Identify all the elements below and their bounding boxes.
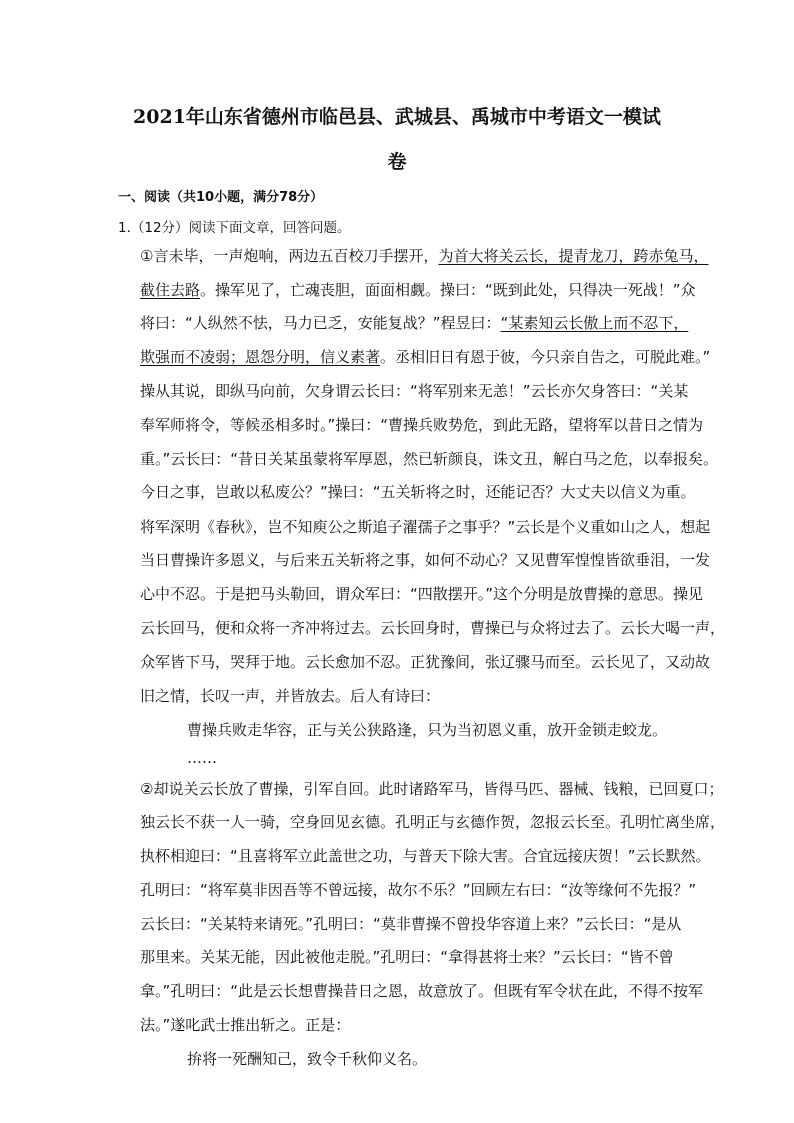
passage-line xyxy=(140,313,688,333)
ellipsis: …… xyxy=(187,749,217,767)
passage-line: 执杯相迎曰：“且喜将军立此盖世之功，与普天下除大害。合宜远接庆贺！”云长默然。 xyxy=(140,847,711,865)
passage-line: 独云长不获一人一骑，空身回见玄德。孔明正与玄德作贺，忽报云长至。孔明忙离坐席， xyxy=(140,813,726,831)
poem-line: 曹操兵败走华容，正与关公狭路逢，只为当初恩义重，放开金锁走蛟龙。 xyxy=(187,721,668,739)
passage-line: 众军皆下马，哭拜于地。云长愈加不忍。正犹豫间，张辽骤马而至。云长见了，又动故 xyxy=(140,653,711,671)
passage-line xyxy=(140,246,708,266)
passage-line xyxy=(140,347,710,367)
underlined-sentence: 截住去路 xyxy=(140,281,201,299)
text-span: 。丞相旧日有恩于彼，今只亲自告之，可脱此难。” xyxy=(380,348,711,366)
passage-line: 云长曰：“关某特来请死。”孔明曰：“莫非曹操不曾投华容道上来？”云长曰：“是从 xyxy=(140,915,682,933)
section-heading: 一、阅读（共10小题，满分78分） xyxy=(118,190,324,205)
poem-line: 拚将一死酬知己，致令千秋仰义名。 xyxy=(187,1050,428,1068)
underlined-sentence: 为首大将关云长，提青龙刀，跨赤兔马， xyxy=(438,247,709,265)
passage-line: 今日之事，岂敢以私废公？”操曰：“五关斩将之时，还能记否？大丈夫以信义为重。 xyxy=(140,483,696,501)
text-span: 。操军见了，亡魂丧胆，面面相觑。操曰：“既到此处，只得决一死战！”众 xyxy=(200,281,696,299)
text-span: ①言未毕，一声炮响，两边五百校刀手摆开， xyxy=(140,247,439,265)
question-header: 1.（12分）阅读下面文章，回答问题。 xyxy=(118,220,351,236)
underlined-sentence: “某素知云长傲上而不忍下， xyxy=(500,314,689,332)
passage-line: 旧之情，长叹一声，并皆放去。后人有诗曰： xyxy=(140,687,441,705)
passage-line xyxy=(140,280,696,300)
document-title-line-1: 2021年山东省德州市临邑县、武城县、禹城市中考语文一模试 xyxy=(133,106,661,128)
underlined-sentence: 欺强而不凌弱；恩怨分明，信义素著 xyxy=(140,348,381,366)
text-span: 将曰：“人纵然不怯，马力已乏，安能复战？”程昱曰： xyxy=(140,314,501,332)
passage-line: 奉军师将令，等候丞相多时。”操曰：“曹操兵败势危，到此无路，望将军以昔日之情为 xyxy=(140,416,704,434)
passage-line: 将军深明《春秋》，岂不知庾公之斯追子濯孺子之事乎？”云长是个义重如山之人，想起 xyxy=(140,518,711,536)
passage-line: 操从其说，即纵马向前，欠身谓云长曰：“将军别来无恙！”云长亦欠身答曰：“关某 xyxy=(140,382,689,400)
passage-line: 孔明曰：“将军莫非因吾等不曾远接，故尔不乐？”回顾左右曰：“汝等缘何不先报？” xyxy=(140,881,697,899)
passage-line: ②却说关云长放了曹操，引军自回。此时诸路军马，皆得马匹、器械、钱粮，已回夏口； xyxy=(140,780,724,798)
passage-line: 拿。”孔明曰：“此是云长想曹操昔日之恩，故意放了。但既有军令状在此，不得不按军 xyxy=(140,982,704,1000)
passage-line: 云长回马，便和众将一齐冲将过去。云长回身时，曹操已与众将过去了。云长大喝一声， xyxy=(140,619,726,637)
document-title-line-2: 卷 xyxy=(387,151,407,173)
passage-line: 法。”遂叱武士推出斩之。正是： xyxy=(140,1016,351,1034)
passage-line: 重。”云长曰：“昔日关某虽蒙将军厚恩，然已斩颜良，诛文丑，解白马之危，以奉报矣。 xyxy=(140,450,719,468)
passage-line: 那里来。关某无能，因此被他走脱。”孔明曰：“拿得甚将士来？”云长曰：“皆不曾 xyxy=(140,948,674,966)
passage-line: 心中不忍。于是把马头勒回，谓众军曰：“四散摆开。”这个分明是放曹操的意思。操见 xyxy=(140,585,704,603)
passage-line: 当日曹操许多恩义，与后来五关斩将之事，如何不动心？又见曹军惶惶皆欲垂泪，一发 xyxy=(140,551,711,569)
